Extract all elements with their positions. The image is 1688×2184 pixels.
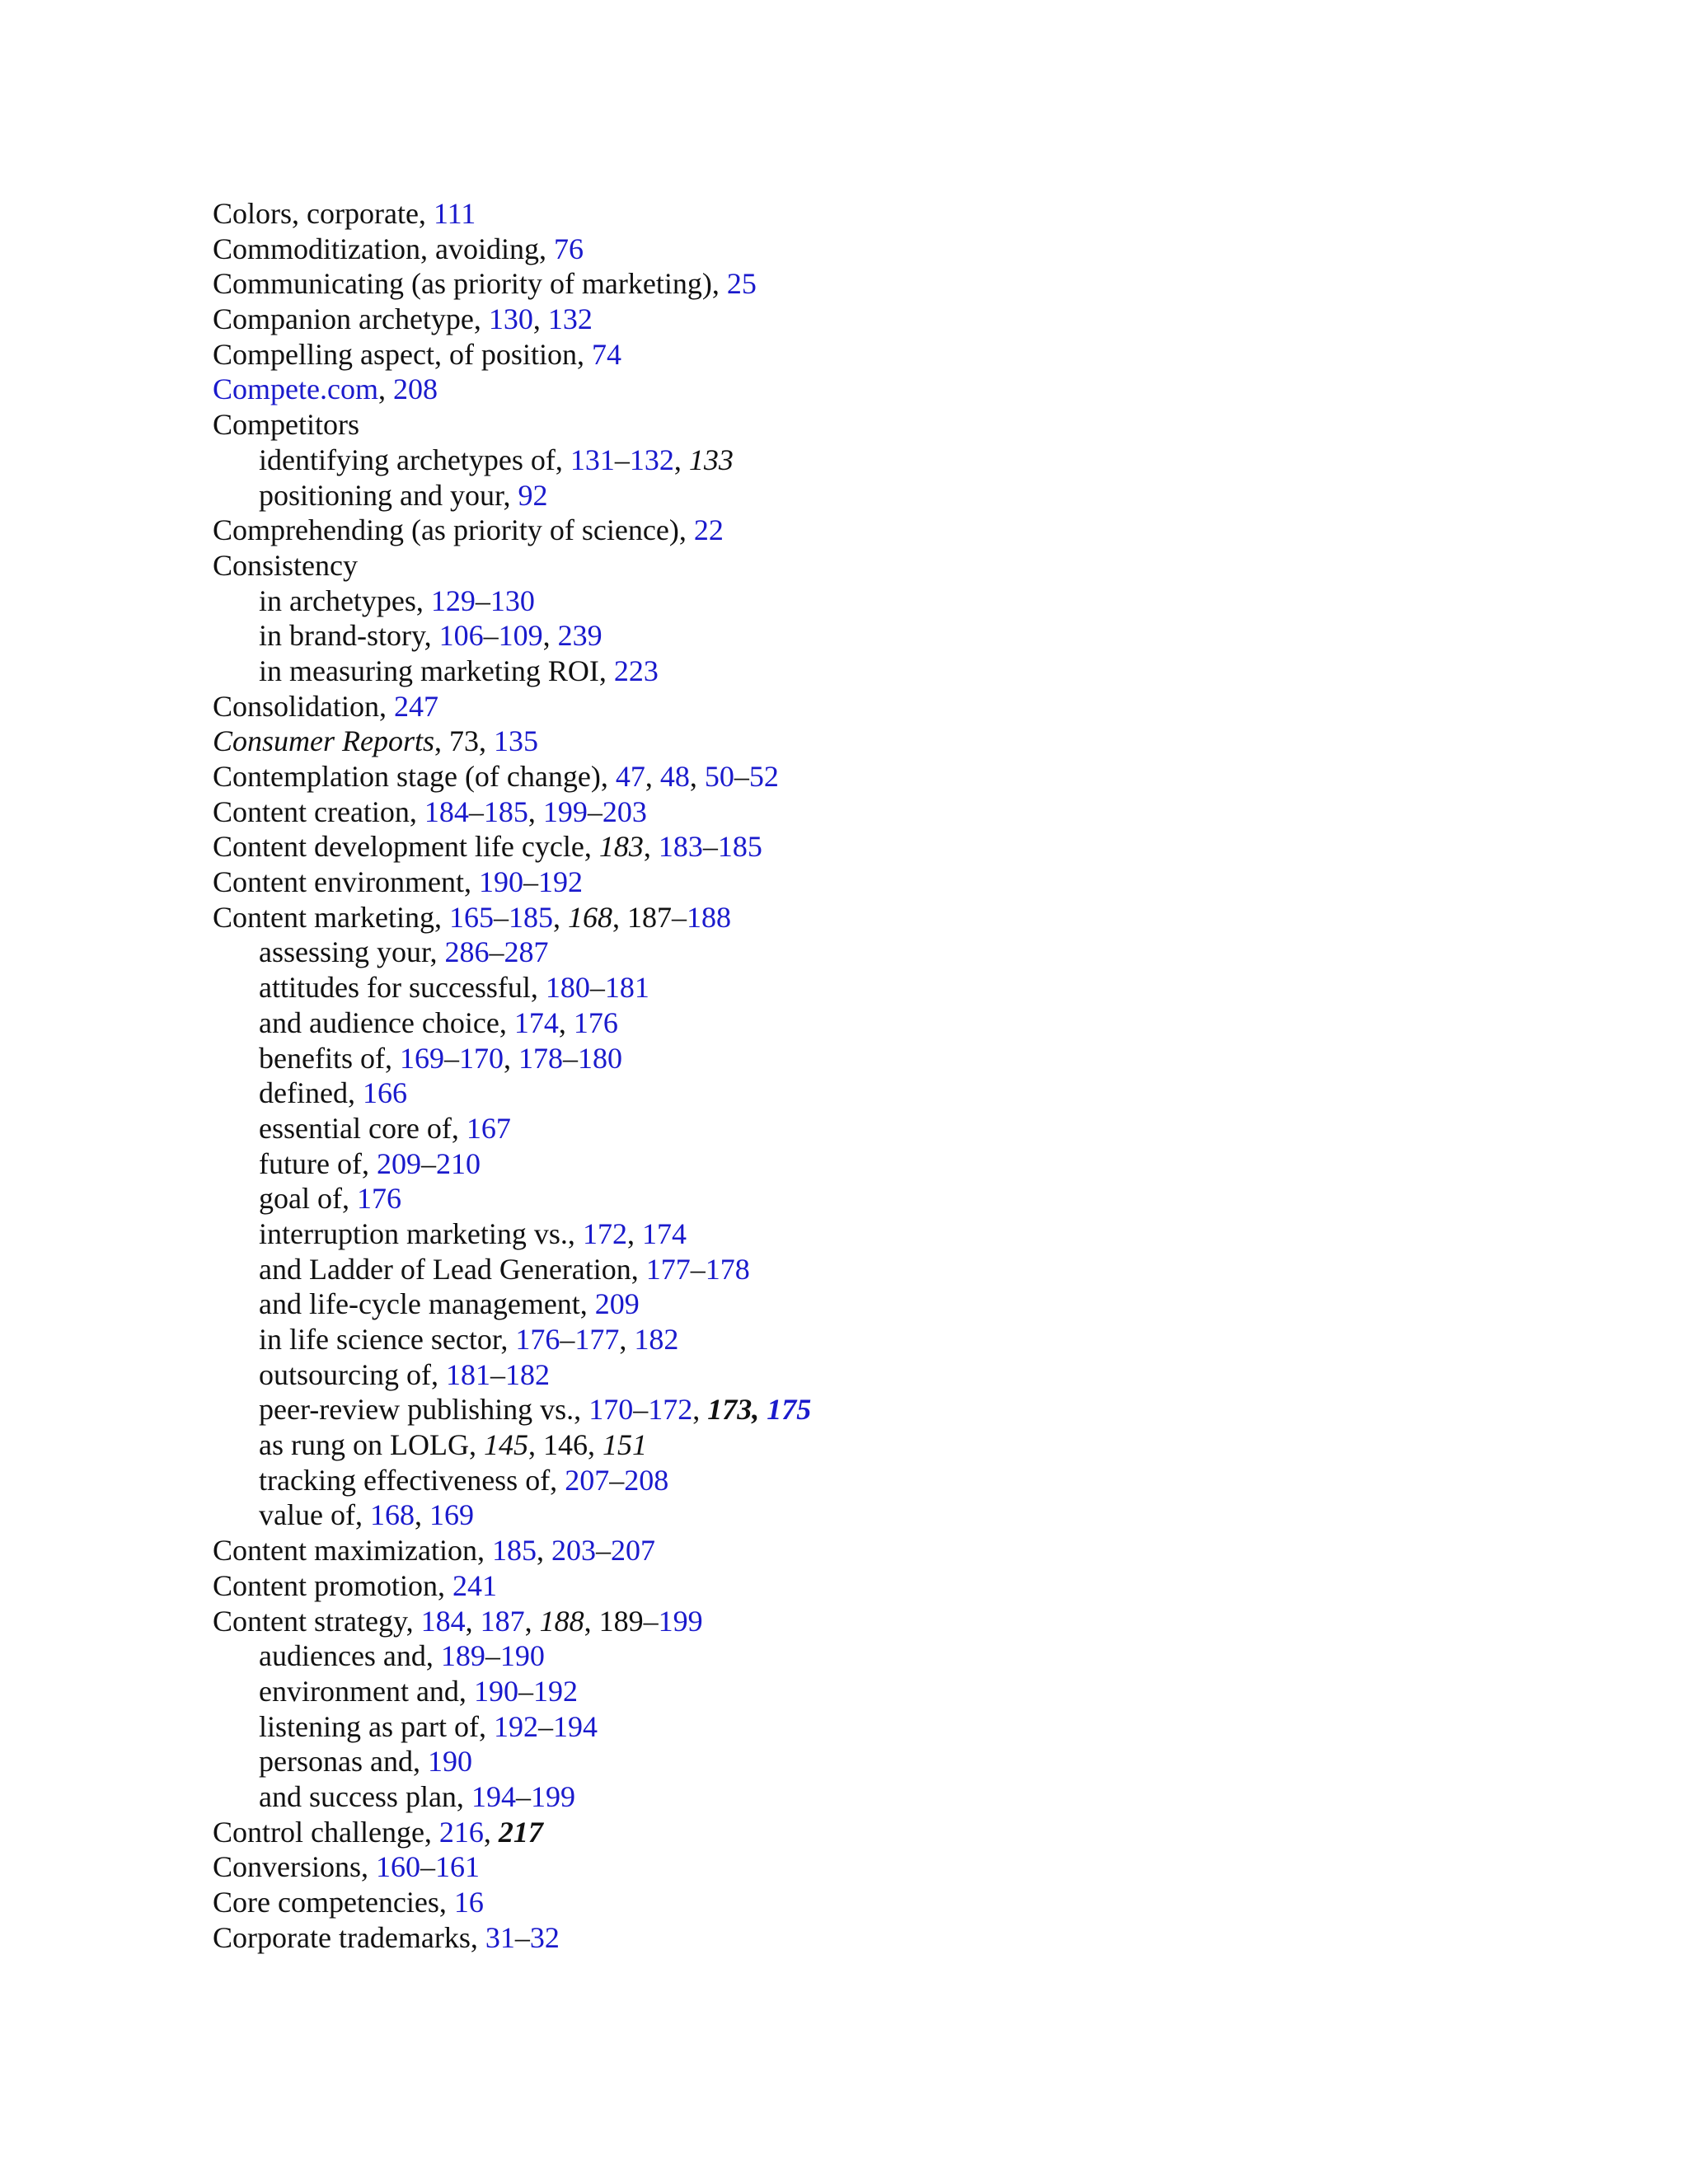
index-entry (213, 266, 1614, 302)
index-subentry (213, 443, 1614, 478)
page-reference-link[interactable]: 165 (448, 900, 494, 934)
page-reference-link[interactable]: 47 (615, 760, 645, 793)
index-term-text: , 73, (434, 724, 494, 758)
index-term-text: in archetypes, (259, 583, 431, 617)
index-term-text: Compelling aspect, of position, (213, 337, 592, 371)
page-reference-link[interactable]: 216 (438, 1815, 484, 1849)
page-reference-link[interactable]: 172 (582, 1216, 627, 1250)
page-reference-link[interactable]: 76 (553, 232, 584, 265)
page-reference-link[interactable]: 166 (362, 1076, 407, 1110)
page-reference-link[interactable]: 187 (480, 1604, 525, 1638)
index-term-text: – (614, 443, 630, 476)
index-subentry (213, 1779, 1614, 1815)
page-reference-link[interactable]: 176 (573, 1005, 618, 1039)
index-term-text: Consistency (213, 548, 358, 582)
index-term-text: – (485, 1639, 500, 1673)
index-subentry (213, 1357, 1614, 1393)
page-reference-link[interactable]: 286 (444, 935, 490, 969)
index-term-text: , (536, 1534, 551, 1568)
index-subentry (213, 583, 1614, 619)
index-entry (213, 337, 1614, 373)
index-term-text: 145 (483, 1428, 528, 1462)
index-entry (213, 759, 1614, 794)
index-subentry (213, 935, 1614, 970)
index-term-text: Core competencies, (213, 1886, 454, 1919)
index-term-text: Content marketing, (213, 900, 449, 934)
index-term-text: – (443, 1041, 459, 1075)
index-entry (213, 794, 1614, 830)
index-term-text: – (523, 865, 538, 899)
index-term-text: 173, (707, 1393, 767, 1427)
index-term-text: Content environment, (213, 865, 479, 899)
page-reference-link[interactable]: 168 (369, 1498, 415, 1532)
index-term-text: – (609, 1463, 625, 1497)
index-term-text: 151 (602, 1428, 647, 1462)
index-subentry (213, 1111, 1614, 1146)
index-subentry (213, 1463, 1614, 1498)
page-reference-link[interactable]: 188 (686, 900, 731, 934)
index-subentry (213, 1286, 1614, 1322)
index-term-text: – (589, 971, 605, 1005)
index-term-text: essential core of, (259, 1111, 467, 1145)
index-term-text: – (537, 1709, 553, 1743)
index-term-text: peer-review publishing vs., (259, 1393, 589, 1427)
page-reference-link[interactable]: 22 (693, 513, 724, 547)
index-term-text: Content promotion, (213, 1568, 452, 1602)
page-reference-link[interactable]: 170 (458, 1041, 504, 1075)
index-term-text: and life-cycle management, (259, 1287, 595, 1321)
page-reference-link[interactable]: 109 (498, 619, 543, 653)
page-reference-link[interactable]: 16 (453, 1886, 484, 1919)
index-term-text: , (414, 1498, 429, 1532)
index-term-text: value of, (259, 1498, 370, 1532)
index-term-text: 168 (567, 900, 612, 934)
index-subentry (213, 1674, 1614, 1709)
index-term-text: 183 (598, 830, 644, 864)
index-entry (213, 196, 1614, 232)
index-term-text: – (490, 1357, 505, 1391)
page-reference-link[interactable]: 207 (565, 1463, 610, 1497)
page-reference-link[interactable]: 192 (493, 1709, 538, 1743)
page-reference-link[interactable]: 169 (399, 1041, 444, 1075)
index-entry (213, 900, 1614, 935)
page-reference-link[interactable]: 192 (532, 1674, 578, 1708)
page-reference-link[interactable]: 167 (466, 1111, 511, 1145)
page-reference-link[interactable]: 199 (530, 1779, 575, 1813)
page-reference-link[interactable]: 209 (376, 1146, 421, 1180)
index-term-text: – (518, 1674, 533, 1708)
page-reference-link[interactable]: 185 (508, 900, 553, 934)
page-reference-link[interactable]: 169 (429, 1498, 474, 1532)
page-reference-link[interactable]: 190 (478, 865, 523, 899)
index-term-text: – (734, 760, 749, 793)
index-subentry (213, 1076, 1614, 1111)
index-term-text: – (493, 900, 509, 934)
page-reference-link[interactable]: 106 (438, 619, 484, 653)
index-term-text: identifying archetypes of, (259, 443, 570, 476)
page-reference-link[interactable]: 50 (704, 760, 734, 793)
page-reference-link[interactable]: 160 (376, 1850, 420, 1884)
index-term-text: Comprehending (as priority of science), (213, 513, 694, 547)
page-reference-link[interactable]: 209 (594, 1287, 640, 1321)
index-subentry (213, 1216, 1614, 1252)
page-reference-link[interactable]: 48 (659, 760, 690, 793)
page-reference-link[interactable]: 203 (551, 1534, 596, 1568)
index-term-text: , (558, 1005, 574, 1039)
index-subentry (213, 478, 1614, 513)
index-term-text: 217 (498, 1815, 543, 1849)
index-term-text: tracking effectiveness of, (259, 1463, 565, 1497)
index-term-text: benefits of, (259, 1041, 400, 1075)
index-term-text: Control challenge, (213, 1815, 439, 1849)
index-term-text: , (542, 619, 558, 653)
index-entry (213, 513, 1614, 548)
index-subentry (213, 1709, 1614, 1745)
index-entry (213, 1885, 1614, 1920)
index-term-text: , (689, 760, 705, 793)
index-term-text: , (465, 1604, 481, 1638)
page-reference-link[interactable]: 177 (645, 1252, 691, 1286)
index-term-text: – (690, 1252, 706, 1286)
index-entry (213, 1533, 1614, 1568)
index-term-text: – (483, 619, 499, 653)
index-term-text: audiences and, (259, 1639, 441, 1673)
index-term-text: Competitors (213, 408, 359, 442)
index-term-text: Contemplation stage (of change), (213, 760, 616, 793)
index-term-text: listening as part of, (259, 1709, 494, 1743)
page-reference-link[interactable]: 181 (445, 1357, 490, 1391)
index-term-text: attitudes for successful, (259, 971, 546, 1005)
page-reference-link[interactable]: 132 (629, 443, 674, 476)
index-subentry (213, 970, 1614, 1005)
page-reference-link[interactable]: 52 (748, 760, 779, 793)
page-reference-link[interactable]: 176 (356, 1182, 401, 1216)
page-reference-link[interactable]: 174 (641, 1216, 687, 1250)
index-term-text: , (528, 794, 543, 828)
page-reference-link[interactable]: 130 (488, 302, 533, 336)
page-reference-link[interactable]: 239 (557, 619, 603, 653)
index-entry (213, 1920, 1614, 1956)
index-subentry (213, 1252, 1614, 1287)
index-term-text: – (420, 1146, 436, 1180)
index-term-text: Colors, corporate, (213, 197, 434, 230)
index-term-text: , (532, 302, 548, 336)
index-subentry (213, 1744, 1614, 1779)
index-term-text: , (503, 1041, 518, 1075)
index-term-text: – (475, 583, 490, 617)
page-reference-link[interactable]: 31 (485, 1920, 515, 1954)
index-entry (213, 1849, 1614, 1885)
index-term-text: Content creation, (213, 794, 424, 828)
index-term-text: , (643, 830, 659, 864)
index-entry (213, 724, 1614, 759)
index-term-text: , (673, 443, 689, 476)
page-reference-link[interactable]: 74 (591, 337, 621, 371)
index-term-text: future of, (259, 1146, 377, 1180)
index-term-text: – (587, 794, 603, 828)
index-term-text: , (552, 900, 568, 934)
page-reference-link[interactable]: 182 (504, 1357, 550, 1391)
index-entry (213, 407, 1614, 443)
index-term-text: , (692, 1393, 708, 1427)
index-term-text: as rung on LOLG, (259, 1428, 484, 1462)
index-term-text: , (377, 373, 393, 406)
index-term-text: , (483, 1815, 499, 1849)
index-term-text: – (489, 935, 504, 969)
index-subentry (213, 1322, 1614, 1357)
page-reference-link[interactable]: 172 (648, 1393, 693, 1427)
index-subentry (213, 1638, 1614, 1674)
index-term-text: Companion archetype, (213, 302, 489, 336)
index-term-text: , (619, 1323, 635, 1356)
index-term-text: – (515, 1779, 531, 1813)
page-reference-link[interactable]: 185 (717, 830, 762, 864)
page-reference-link[interactable]: 194 (552, 1709, 598, 1743)
page-reference-link[interactable]: 181 (604, 971, 649, 1005)
page-reference-link[interactable]: 92 (518, 478, 548, 512)
page-reference-link[interactable]: 203 (602, 794, 647, 828)
page-reference-link[interactable]: 247 (394, 689, 439, 723)
index-term-text: , 187– (612, 900, 687, 934)
index-term-text: interruption marketing vs., (259, 1216, 583, 1250)
index-term-text: 188 (539, 1604, 584, 1638)
page-reference-link[interactable]: 207 (610, 1534, 655, 1568)
index-term-text: in measuring marketing ROI, (259, 654, 614, 687)
index-term-text: assessing your, (259, 935, 445, 969)
index-list (213, 196, 1614, 1955)
index-subentry (213, 618, 1614, 654)
page-reference-link[interactable]: 184 (424, 794, 469, 828)
index-term-text: , 146, (528, 1428, 603, 1462)
index-term-text: goal of, (259, 1182, 357, 1216)
page-reference-link[interactable]: 183 (658, 830, 703, 864)
page-reference-link[interactable]: 190 (427, 1745, 472, 1779)
index-subentry (213, 1146, 1614, 1182)
index-term-text: – (702, 830, 718, 864)
index-subentry (213, 1181, 1614, 1216)
index-term-text: Conversions, (213, 1850, 376, 1884)
index-term-text: in brand-story, (259, 619, 439, 653)
index-term-text: Communicating (as priority of marketing), (213, 267, 727, 301)
page-reference-link[interactable]: 192 (537, 865, 583, 899)
page-reference-link[interactable]: 199 (658, 1604, 703, 1638)
index-term-text: 133 (688, 443, 734, 476)
page-reference-link[interactable]: 132 (547, 302, 593, 336)
page-reference-link[interactable]: 178 (518, 1041, 563, 1075)
index-term-text: personas and, (259, 1745, 428, 1779)
index-subentry (213, 1497, 1614, 1533)
page-reference-link[interactable]: 208 (624, 1463, 669, 1497)
index-term-text: positioning and your, (259, 478, 518, 512)
index-term-text: – (560, 1323, 575, 1356)
page-reference-link[interactable]: 129 (430, 583, 476, 617)
page-reference-link[interactable]: 287 (504, 935, 549, 969)
index-entry (213, 302, 1614, 337)
page-reference-link[interactable]: 25 (726, 267, 757, 301)
index-term-text: – (420, 1850, 435, 1884)
page-reference-link[interactable]: 111 (433, 197, 476, 230)
index-entry (213, 372, 1614, 407)
index-term-text: – (562, 1041, 578, 1075)
page-reference-link[interactable]: 135 (494, 724, 538, 758)
page-reference-link[interactable]: 161 (435, 1850, 480, 1884)
page-reference-link[interactable]: 178 (705, 1252, 750, 1286)
page-reference-link[interactable]: 208 (392, 373, 438, 406)
page-reference-link[interactable]: 199 (542, 794, 588, 828)
index-entry (213, 865, 1614, 900)
index-term-text: Commoditization, avoiding, (213, 232, 554, 265)
page-reference-link[interactable]: 223 (613, 654, 659, 687)
index-term-text: Corporate trademarks, (213, 1920, 485, 1954)
page-reference-link[interactable]: 177 (574, 1323, 620, 1356)
index-term-text: – (468, 794, 484, 828)
page-reference-link[interactable]: 184 (420, 1604, 466, 1638)
index-entry (213, 1815, 1614, 1850)
index-term-text: defined, (259, 1076, 363, 1110)
page-reference-link[interactable]: 241 (452, 1568, 497, 1602)
index-subentry (213, 1005, 1614, 1041)
index-subentry (213, 1392, 1614, 1427)
index-term-text: Consolidation, (213, 689, 395, 723)
index-entry (213, 829, 1614, 865)
index-term-text: Content development life cycle, (213, 830, 599, 864)
page-reference-link[interactable]: 180 (577, 1041, 622, 1075)
index-term-text: , (645, 760, 660, 793)
index-term-text: and audience choice, (259, 1005, 514, 1039)
index-entry (213, 1604, 1614, 1639)
page-reference-link[interactable]: 210 (435, 1146, 481, 1180)
index-subentry (213, 1041, 1614, 1076)
index-term-text: – (633, 1393, 649, 1427)
index-entry (213, 548, 1614, 583)
index-subentry (213, 1427, 1614, 1463)
index-term-text: outsourcing of, (259, 1357, 446, 1391)
index-term-text: Content maximization, (213, 1534, 492, 1568)
page-reference-link[interactable]: 176 (515, 1323, 560, 1356)
page-reference-link[interactable]: 182 (634, 1323, 679, 1356)
index-subentry (213, 654, 1614, 689)
index-term-text: – (514, 1920, 530, 1954)
page-reference-link[interactable]: 185 (491, 1534, 537, 1568)
page-reference-link[interactable]: 190 (499, 1639, 545, 1673)
index-term-text: in life science sector, (259, 1323, 516, 1356)
index-entry (213, 232, 1614, 267)
page-reference-link[interactable]: 131 (570, 443, 615, 476)
index-entry (213, 689, 1614, 724)
page-reference-link[interactable]: 170 (588, 1393, 634, 1427)
index-term-text: , (626, 1216, 642, 1250)
page-reference-link[interactable]: 174 (513, 1005, 559, 1039)
index-term-text: , (524, 1604, 540, 1638)
index-term-text: , 189– (584, 1604, 659, 1638)
index-entry (213, 1568, 1614, 1604)
index-term-text: – (595, 1534, 611, 1568)
page-reference-link[interactable]: Compete.com (213, 373, 378, 406)
page-reference-link[interactable]: 194 (471, 1779, 516, 1813)
page-reference-link[interactable]: 175 (767, 1393, 812, 1427)
index-term-text: and success plan, (259, 1779, 471, 1813)
index-term-text: Content strategy, (213, 1604, 421, 1638)
page-reference-link[interactable]: 190 (473, 1674, 518, 1708)
page-reference-link[interactable]: 189 (440, 1639, 485, 1673)
index-term-text: environment and, (259, 1674, 474, 1708)
page-reference-link[interactable]: 180 (545, 971, 590, 1005)
page-reference-link[interactable]: 32 (529, 1920, 560, 1954)
index-term-text: and Ladder of Lead Generation, (259, 1252, 646, 1286)
page-reference-link[interactable]: 130 (490, 583, 535, 617)
index-term-text: Consumer Reports (213, 724, 434, 758)
page-reference-link[interactable]: 185 (483, 794, 528, 828)
